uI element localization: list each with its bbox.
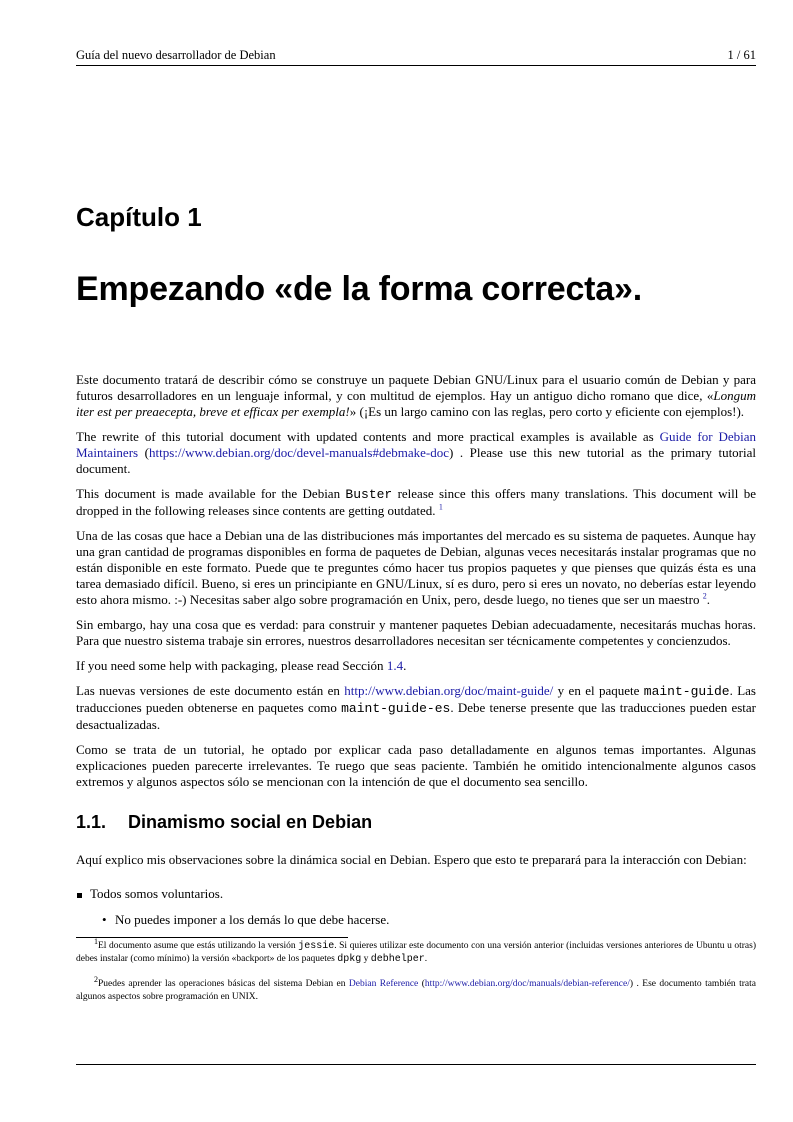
list-item: • No puedes imponer a los demás lo que debe hacerse. <box>102 912 756 928</box>
paragraph-rewrite: The rewrite of this tutorial document with updated contents and more practical examples is available as Guide for Debian Maintainers (https://www.debian.org/doc/devel-manuals#debmake-doc) . Please use this new tutorial as the primary tutorial document. <box>76 429 757 476</box>
sub-bullet-list <box>90 912 756 928</box>
debmake-doc-url-link[interactable]: https://www.debian.org/doc/devel-manuals#debmake-doc <box>148 445 449 460</box>
code-jessie: jessie <box>298 941 335 952</box>
section-heading <box>76 814 756 830</box>
maint-guide-url-link[interactable]: http://www.debian.org/doc/maint-guide/ <box>344 683 554 698</box>
document-body <box>76 372 756 938</box>
latin-quote: Longum iter est per preaecepta, breve et efficax per exempla! <box>76 388 756 419</box>
footer-rule <box>76 1064 756 1065</box>
code-buster: Buster <box>345 487 393 502</box>
code-debhelper: debhelper <box>370 954 425 965</box>
paragraph-packages: Una de las cosas que hace a Debian una de las distribuciones más importantes del mercado es su sistema de paquetes. Aunque hay una gran cantidad de programas disponibles en forma de paquetes de Debian, algunas veces necesitarás instalar programas que no están disponible en este formato. Puede que te preguntes cómo hacer tus propios paquetes y que pienses que quizás ésta es una tarea demasiado difícil. Bueno, si eres un principiante en GNU/Linux, sí es duro, pero si eres un novato, no deberías estar leyendo esto ahora mismo. :-) Necesitas saber algo sobre programación en Unix, pero, desde luego, no tienes que ser un maestro $^2$. <box>76 528 756 607</box>
section-intro: Aquí explico mis observaciones sobre la dinámica social en Debian. Espero que esto te preparará para la interacción con Debian: <box>76 852 747 867</box>
bullet-list <box>76 886 756 928</box>
list-item: Todos somos voluntarios. • No puedes imponer a los demás lo que debe hacerse. <box>76 886 756 928</box>
code-dpkg: dpkg <box>337 954 362 965</box>
section-1-4-link[interactable]: 1.4 <box>386 658 404 673</box>
section-number: 1.1. <box>76 812 107 832</box>
section-title: Dinamismo social en Debian <box>128 812 373 832</box>
footnote-1-number: 1 <box>94 936 98 946</box>
footnote-divider <box>76 937 348 938</box>
chapter-title: Empezando «de la forma correcta». <box>76 270 642 308</box>
paragraph-effort: Sin embargo, hay una cosa que es verdad: para construir y mantener paquetes Debian adecuadamente, necesitarás muchas horas. Para que nuestro sistema trabaje sin errores, nuestros desarrolladores necesitan ser técnicamente competentes y concienzudos. <box>76 617 756 648</box>
code-maint-guide: maint-guide <box>643 684 730 699</box>
running-header <box>76 48 756 66</box>
paragraph-help: If you need some help with packaging, please read Sección 1.4. <box>76 658 407 673</box>
page-number: 1 / 61 <box>727 48 756 62</box>
footnote-ref-1[interactable]: 1 <box>438 502 443 512</box>
header-title: Guía del nuevo desarrollador de Debian <box>76 48 276 62</box>
code-maint-guide-es: maint-guide-es <box>341 701 451 716</box>
debian-reference-link[interactable]: Debian Reference <box>348 979 419 989</box>
paragraph-versions: Las nuevas versiones de este documento están en http://www.debian.org/doc/maint-guide/ y en el paquete maint-guide. Las traducciones pueden obtenerse en paquetes como maint-guide-es. Debe tenerse presente que las traducciones pueden estar desactualizadas. <box>76 683 757 732</box>
paragraph-tutorial: Como se trata de un tutorial, he optado por explicar cada paso detalladamente en algunos temas importantes. Algunas explicaciones pueden parecerte irrelevantes. Te ruego que seas paciente. También he omitido intencionalmente algunos casos extremos y algunos aspectos sólo se mencionan con la intención de que el documento sea sencillo. <box>76 742 756 789</box>
footnote-1: $^1$El documento asume que estás utilizando la versión jessie. Si quieres utilizar este documento con una versión anterior (incluidas versiones anteriores de Ubuntu u otras) debes instalar (como mínimo) la versión «backport» de los paquetes dpkg y debhelper. <box>76 936 757 965</box>
debian-reference-url-link[interactable]: http://www.debian.org/doc/manuals/debian-reference/ <box>424 979 630 989</box>
footnote-2: $^2$Puedes aprender las operaciones básicas del sistema Debian en Debian Reference (http://www.debian.org/doc/manuals/debian-reference/) . Ese documento también trata algunos aspectos sobre programación en UNIX. <box>76 974 756 1002</box>
chapter-label: Capítulo 1 <box>76 202 202 232</box>
footnote-ref-2[interactable]: 2 <box>702 591 707 601</box>
paragraph-buster: This document is made available for the Debian Buster release since this offers many translations. This document will be dropped in the following releases since contents are getting outdated. $^1$ <box>76 486 756 518</box>
guide-link[interactable]: Guide for Debian Maintainers <box>76 429 757 460</box>
paragraph-intro: Este documento tratará de describir cómo se construye un paquete Debian GNU/Linux para el usuario común de Debian y para futuros desarrolladores en un lenguaje informal, y con multitud de ejemplos. Hay un antiguo dicho romano que dice, «Longum iter est per preaecepta, breve et efficax per exempla!» (¡Es un largo camino con las reglas, pero corto y eficiente con ejemplos!). <box>76 372 756 419</box>
footnote-2-number: 2 <box>94 974 98 984</box>
